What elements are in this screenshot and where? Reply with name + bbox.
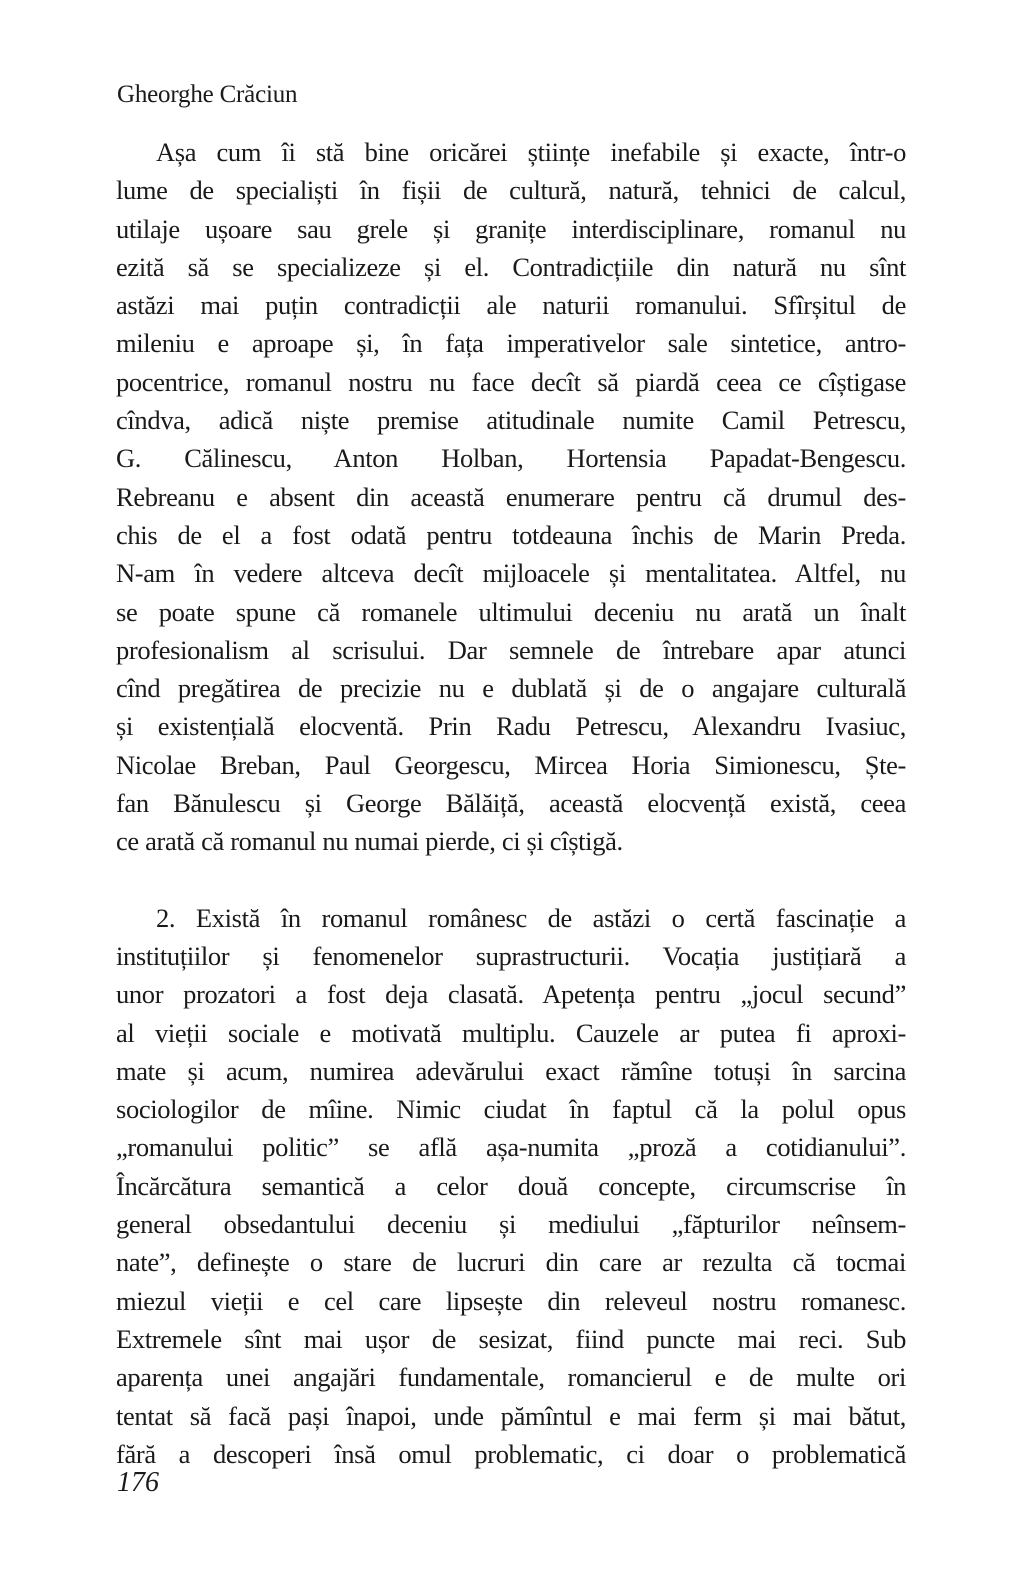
text-line: Extremele sînt mai ușor de sesizat, fiind puncte mai reci. Sub bbox=[116, 1323, 906, 1354]
text-line: sociologilor de mîine. Nimic ciudat în faptul că la polul opus bbox=[116, 1094, 906, 1125]
text-line: tentat să facă pași înapoi, unde pămîntul e mai ferm și mai bătut, bbox=[116, 1400, 906, 1431]
paragraph-spacer bbox=[116, 861, 906, 899]
running-head-author: Gheorghe Crăciun bbox=[117, 81, 298, 108]
text-line: Încărcătura semantică a celor două concepte, circumscrise în bbox=[116, 1170, 906, 1201]
text-line: cîndva, adică niște premise atitudinale numite Camil Petrescu, bbox=[116, 405, 906, 436]
text-line: ezită să se specializeze și el. Contradicțiile din natură nu sînt bbox=[116, 251, 906, 282]
text-line: și existențială elocventă. Prin Radu Petrescu, Alexandru Ivasiuc, bbox=[116, 711, 906, 742]
text-line: nate”, definește o stare de lucruri din care ar rezulta că tocmai bbox=[116, 1247, 906, 1278]
text-line: astăzi mai puțin contradicții ale naturii romanului. Sfîrșitul de bbox=[116, 290, 906, 321]
text-line: pocentrice, romanul nostru nu face decît să piardă ceea ce cîștigase bbox=[116, 366, 906, 397]
text-line: fără a descoperi însă omul problematic, ci doar o problematică bbox=[116, 1438, 906, 1469]
text-line: N-am în vedere altceva decît mijloacele și mentalitatea. Altfel, nu bbox=[116, 558, 906, 589]
text-line: instituțiilor și fenomenelor suprastructurii. Vocația justițiară a bbox=[116, 940, 906, 971]
text-line: se poate spune că romanele ultimului deceniu nu arată un înalt bbox=[116, 596, 906, 627]
text-line: G. Călinescu, Anton Holban, Hortensia Papadat-Bengescu. bbox=[116, 443, 906, 474]
text-line: Rebreanu e absent din această enumerare pentru că drumul des- bbox=[116, 481, 906, 512]
text-line: mate și acum, numirea adevărului exact rămîne totuși în sarcina bbox=[116, 1055, 906, 1086]
text-line: utilaje ușoare sau grele și granițe interdisciplinare, romanul nu bbox=[116, 213, 906, 244]
text-line: 2. Există în romanul românesc de astăzi o certă fascinație a bbox=[156, 902, 906, 933]
text-line: cînd pregătirea de precizie nu e dublată și de o angajare culturală bbox=[116, 673, 906, 704]
text-line: profesionalism al scrisului. Dar semnele de întrebare apar atunci bbox=[116, 634, 906, 665]
text-line: aparența unei angajări fundamentale, romancierul e de multe ori bbox=[116, 1362, 906, 1393]
text-line: „romanului politic” se află așa-numita „proză a cotidianului”. bbox=[116, 1132, 906, 1163]
text-line: lume de specialiști în fișii de cultură, natură, tehnici de calcul, bbox=[116, 175, 906, 206]
text-line: miezul vieții e cel care lipsește din releveul nostru romanesc. bbox=[116, 1285, 906, 1316]
text-line: Nicolae Breban, Paul Georgescu, Mircea Horia Simionescu, Ște- bbox=[116, 749, 906, 780]
text-line: fan Bănulescu și George Bălăiță, această elocvență există, ceea bbox=[116, 788, 906, 819]
text-line: al vieții sociale e motivată multiplu. Cauzele ar putea fi aproxi- bbox=[116, 1017, 906, 1048]
text-line: mileniu e aproape și, în fața imperativelor sale sintetice, antro- bbox=[116, 328, 906, 359]
page-body bbox=[116, 133, 906, 1473]
paragraph-1 bbox=[116, 133, 906, 861]
text-line: unor prozatori a fost deja clasată. Apetența pentru „jocul secund” bbox=[116, 979, 906, 1010]
page-number: 176 bbox=[117, 1467, 159, 1498]
paragraph-2 bbox=[116, 899, 906, 1473]
text-line: ce arată că romanul nu numai pierde, ci și cîștigă. bbox=[116, 826, 623, 857]
text-line: Așa cum îi stă bine oricărei științe inefabile și exacte, într-o bbox=[156, 137, 906, 167]
text-line: chis de el a fost odată pentru totdeauna închis de Marin Preda. bbox=[116, 519, 906, 550]
text-line: general obsedantului deceniu și mediului „făpturilor neînsem- bbox=[116, 1209, 906, 1240]
